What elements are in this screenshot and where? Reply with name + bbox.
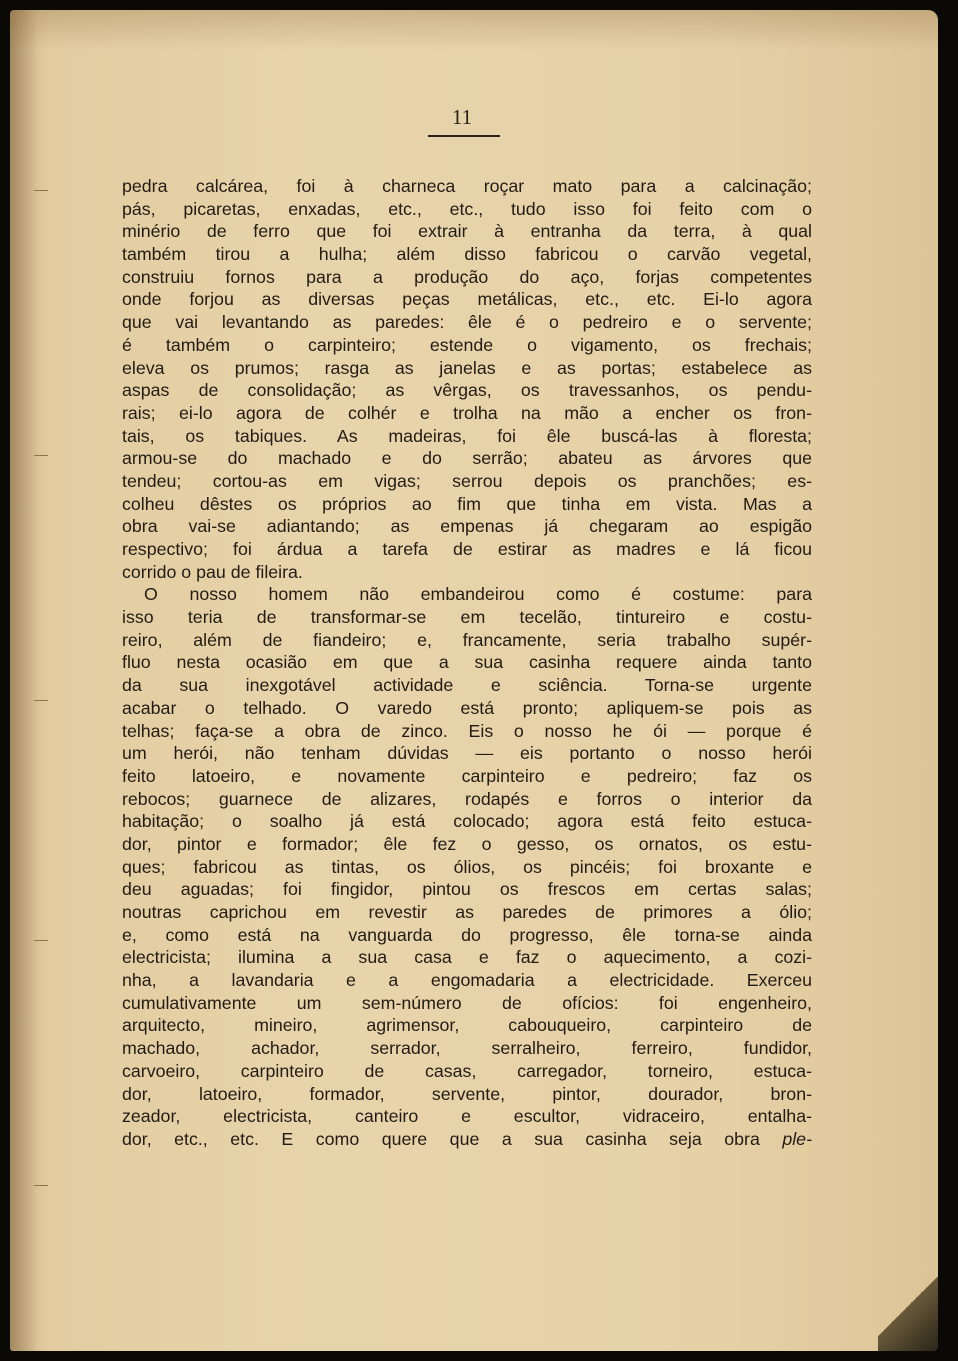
text-line: cumulativamente um sem-número de ofícios: foi engenheiro,	[122, 992, 812, 1013]
text-line: minério de ferro que foi extrair à entranha da terra, à qual	[122, 221, 812, 242]
text-line: tais, os tabiques. As madeiras, foi êle buscá-las à floresta;	[122, 425, 812, 446]
text-line: respectivo; foi árdua a tarefa de estirar as madres e lá ficou	[122, 539, 812, 559]
text-line: feito latoeiro, e novamente carpinteiro e pedreiro; faz os	[122, 765, 812, 786]
text-line: electricista; ilumina a sua casa e faz o aquecimento, a cozi-	[122, 947, 812, 968]
text-line: dor, pintor e formador; êle fez o gesso, os ornatos, os estu-	[122, 833, 812, 854]
text-line: onde forjou as diversas peças metálicas, etc., etc. Ei-lo agora	[122, 289, 812, 310]
text-line: carvoeiro, carpinteiro de casas, carregador, torneiro, estuca-	[122, 1060, 812, 1081]
text-line: aspas de consolidação; as vêrgas, os travessanhos, os pendu-	[122, 380, 812, 401]
text-line-last-main: dor, etc., etc. E como quere que a sua casinha seja obra	[122, 1128, 783, 1149]
margin-tick	[34, 190, 48, 191]
text-line: arquitecto, mineiro, agrimensor, cabouqueiro, carpinteiro de	[122, 1015, 812, 1036]
text-line-last	[122, 1128, 812, 1151]
text-line: da sua inexgotável actividade e sciência. Torna-se urgente	[122, 675, 812, 696]
text-line: corrido o pau de fileira.	[122, 561, 303, 582]
text-line: noutras caprichou em revestir as paredes de primores a ólio;	[122, 902, 812, 922]
text-line: zeador, electricista, canteiro e escultor, vidraceiro, entalha-	[122, 1106, 812, 1127]
text-line: acabar o telhado. O varedo está pronto; apliquem-se pois as	[122, 697, 812, 718]
book-page	[10, 10, 938, 1351]
text-line: habitação; o soalho já está colocado; agora está feito estuca-	[122, 811, 812, 832]
text-line: nha, a lavandaria e a engomadaria a electricidade. Exerceu	[122, 970, 812, 991]
spine-shadow	[10, 10, 38, 1351]
margin-tick	[34, 700, 48, 701]
margin-tick	[34, 1185, 48, 1186]
text-line: é também o carpinteiro; estende o vigamento, os frechais;	[122, 334, 812, 355]
text-line: machado, achador, serrador, serralheiro, ferreiro, fundidor,	[122, 1038, 812, 1059]
text-line: reiro, além de fiandeiro; e, francamente, seria trabalho supér-	[122, 629, 812, 650]
body-text	[122, 175, 812, 1151]
text-line: também tirou a hulha; além disso fabricou o carvão vegetal,	[122, 244, 812, 265]
text-line: que vai levantando as paredes: êle é o pedreiro e o servente;	[122, 312, 812, 333]
page-number: 11	[451, 105, 473, 129]
text-line: telhas; faça-se a obra de zinco. Eis o nosso he ói — porque é	[122, 720, 812, 741]
page-stain	[10, 10, 938, 50]
page-number-underline	[428, 135, 500, 137]
text-line: tendeu; cortou-as em vigas; serrou depois os pranchões; es-	[122, 470, 812, 491]
text-line: colheu dêstes os próprios ao fim que tinha em vista. Mas a	[122, 493, 812, 514]
italic-word: ple-	[782, 1128, 812, 1149]
margin-tick	[34, 940, 48, 941]
text-line: construiu fornos para a produção do aço, forjas competentes	[122, 266, 812, 287]
text-line: fluo nesta ocasião em que a sua casinha requere ainda tanto	[122, 652, 812, 673]
text-line: pedra calcárea, foi à charneca roçar mato para a calcinação;	[122, 176, 812, 196]
text-line: armou-se do machado e do serrão; abateu as árvores que	[122, 448, 812, 469]
text-line: isso teria de transformar-se em tecelão, tintureiro e costu-	[122, 607, 812, 628]
text-line: O nosso homem não embandeirou como é costume: para	[144, 584, 812, 605]
text-line: obra vai-se adiantando; as empenas já chegaram ao espigão	[122, 516, 812, 537]
text-line: deu aguadas; foi fingidor, pintou os frescos em certas salas;	[122, 879, 812, 900]
margin-tick	[34, 455, 48, 456]
text-line: dor, latoeiro, formador, servente, pintor, dourador, bron-	[122, 1083, 812, 1104]
text-line: rebocos; guarnece de alizares, rodapés e forros o interior da	[122, 788, 812, 809]
text-line: eleva os prumos; rasga as janelas e as portas; estabelece as	[122, 357, 812, 378]
text-line: pás, picaretas, enxadas, etc., etc., tudo isso foi feito com o	[122, 198, 812, 219]
text-line: rais; ei-lo agora de colhér e trolha na mão a encher os fron-	[122, 402, 812, 423]
text-line: um herói, não tenham dúvidas — eis portanto o nosso herói	[122, 743, 812, 764]
page-corner	[878, 1261, 938, 1351]
text-line: e, como está na vanguarda do progresso, êle torna-se ainda	[122, 924, 812, 945]
text-line: ques; fabricou as tintas, os ólios, os pincéis; foi broxante e	[122, 856, 812, 877]
